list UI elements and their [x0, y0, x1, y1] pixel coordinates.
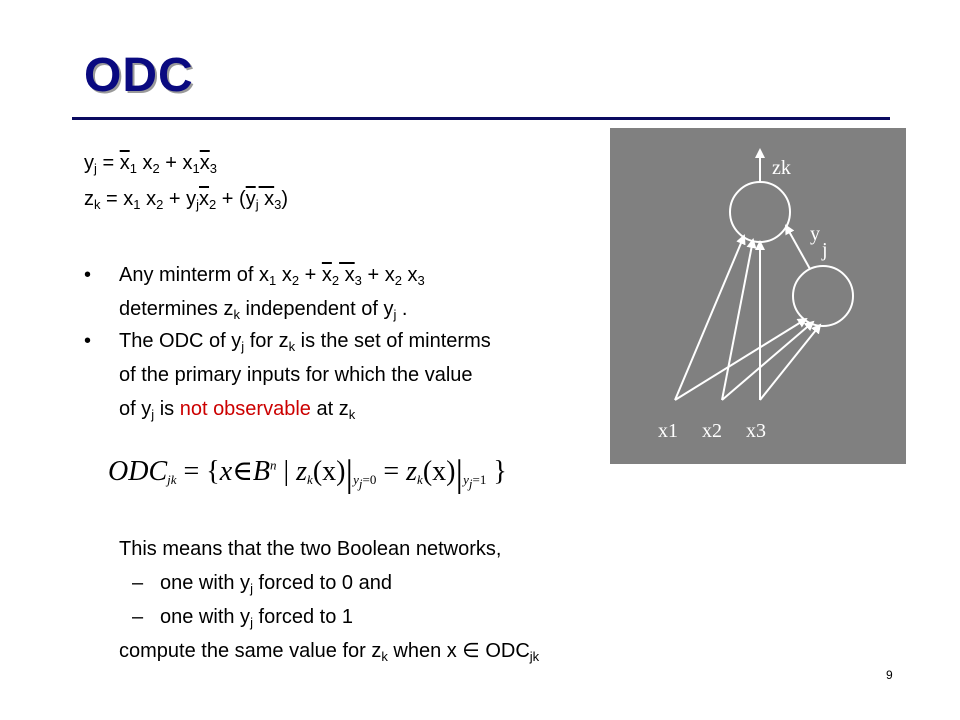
eq1-lhs-sub: j: [94, 161, 97, 176]
e2-as: j: [250, 615, 253, 630]
f-arg1: (x): [312, 456, 346, 487]
eq1-term2: x: [136, 152, 153, 174]
b1l1-e: x: [339, 264, 355, 286]
edge-yj-to-zk: [786, 226, 810, 269]
eq2-plus1: +: [163, 188, 187, 210]
eq1-term1-sub: 1: [129, 161, 137, 176]
eq2-close: ): [281, 188, 289, 210]
bullet2-line3: [119, 396, 355, 422]
edge-x3-to-yj: [760, 325, 820, 400]
f-zk1: z: [296, 456, 308, 487]
eq1-term3-sub: 1: [192, 161, 200, 176]
bullet1-line2: [119, 296, 407, 322]
eq2-term1: x: [123, 188, 134, 210]
b1l2-bs: j: [393, 307, 397, 322]
f-x: x: [219, 456, 233, 487]
b1l1-fs: 2: [394, 273, 402, 288]
b1l1-c: +: [299, 264, 322, 286]
f-odc: ODC: [108, 456, 168, 487]
f-b: B: [252, 456, 271, 487]
b1l2-as: k: [233, 307, 240, 322]
node-yj-circle: [793, 266, 853, 326]
equation-yj: [84, 150, 217, 176]
label-y: y: [810, 223, 820, 245]
edge-x1-to-zk: [675, 236, 744, 400]
eo-b: when x: [387, 640, 463, 662]
eq2-term1-sub: 1: [133, 197, 141, 212]
eq2-lhs: z: [84, 188, 94, 210]
eq2-term2-sub: 2: [156, 197, 164, 212]
explanation-item-2: [160, 604, 353, 630]
eq1-plus: +: [159, 152, 183, 174]
odc-formula: $ODC_{jk}$ = {$x\in B^n$ | $z_k(x)|_{y_j=0} = z_k(x)|_{y_j=1}$ }: [108, 453, 507, 495]
eq1-term2-sub: 2: [152, 161, 160, 176]
b2l1-b: for z: [244, 330, 289, 352]
b1l1-f: + x: [361, 264, 395, 286]
not-observable-highlight: not observable: [179, 398, 311, 420]
node-zk-circle: [730, 182, 790, 242]
f-cond2-sub: j: [468, 476, 473, 491]
b1l1-g: x: [401, 264, 418, 286]
f-zk2-sub: k: [417, 472, 423, 487]
bullet1-line1: [119, 262, 425, 288]
network-svg: [610, 128, 906, 464]
eq1-equals: =: [96, 152, 120, 174]
f-arg2: (x): [422, 456, 456, 487]
b2l2-a: of the primary inputs for which the value: [119, 364, 473, 386]
b1l1-b: x: [276, 264, 292, 286]
eq1-term3: x: [182, 152, 193, 174]
bullet2-line1: [119, 328, 491, 354]
f-cond2: y: [463, 472, 469, 487]
b2l3-c: at z: [310, 398, 349, 420]
f-cond1-val: =0: [362, 472, 377, 487]
dash-marker-1: –: [132, 572, 144, 594]
e2-b: forced to 1: [252, 606, 354, 628]
edge-x1-to-yj: [675, 319, 806, 400]
b1l1-ds: 2: [331, 273, 340, 288]
eq2-term4: $\overline{x}$: [199, 188, 210, 210]
label-x1: x1: [658, 420, 678, 442]
f-b-sup: n: [270, 457, 277, 473]
eq2-term3-sub: j: [196, 197, 200, 212]
b2l1-as: j: [241, 339, 245, 354]
f-cond1-sub: j: [358, 476, 363, 491]
explanation-item-1: [160, 570, 392, 596]
b2l1-a: The ODC of y: [119, 330, 242, 352]
b2l1-c: is the set of minterms: [295, 330, 491, 352]
b2l3-cs: k: [348, 407, 356, 422]
eq2-term5: $\overline{y}$: [245, 188, 256, 210]
eq2-term4-sub: 2: [209, 197, 217, 212]
eq1-term1: $\overline{x}$: [119, 152, 130, 174]
f-zk1-sub: k: [307, 472, 313, 487]
b1l1-gs: 3: [417, 273, 425, 288]
b2l1-bs: k: [288, 339, 296, 354]
boolean-network-diagram: [610, 128, 906, 464]
eq2-term3: y: [186, 188, 197, 210]
bullet-marker-2: •: [84, 330, 92, 352]
bullet2-line2: [119, 362, 473, 388]
f-open-brace: = {: [176, 456, 220, 487]
e2-a: one with y: [160, 606, 251, 628]
e1-a: one with y: [160, 572, 251, 594]
b2l3-b: is: [154, 398, 180, 420]
title-divider: [72, 117, 890, 120]
f-zk2: z: [406, 456, 418, 487]
eq1-term4: $\overline{x}$: [199, 152, 210, 174]
equation-zk: [84, 186, 288, 212]
eq1-lhs: y: [84, 152, 94, 174]
b1l1-es: 3: [354, 273, 362, 288]
b2l3-as: j: [151, 407, 155, 422]
slide-title: ODC: [84, 49, 194, 102]
b1l2-b: independent of y: [240, 298, 394, 320]
f-such-that: |: [276, 456, 297, 487]
page-number: 9: [886, 668, 893, 682]
label-zk: zk: [772, 157, 791, 179]
eq2-term5-sub: j: [255, 197, 259, 212]
eo-c: ODC: [479, 640, 530, 662]
eo-a: compute the same value for z: [119, 640, 382, 662]
f-element-of: ∈: [232, 456, 253, 487]
b1l2-c: .: [396, 298, 408, 320]
label-j: j: [822, 239, 828, 261]
eo-element-of: ∈: [462, 640, 480, 662]
edge-x2-to-zk: [722, 240, 753, 400]
e1-as: j: [250, 581, 253, 596]
f-equals: =: [376, 456, 407, 487]
f-close-brace: }: [486, 456, 507, 487]
eq2-plus2: + (: [216, 188, 246, 210]
eq2-term2: x: [140, 188, 157, 210]
explanation-intro: This means that the two Boolean networks,: [119, 538, 502, 560]
e1-b: forced to 0 and: [252, 572, 392, 594]
eq2-term6-sub: 3: [274, 197, 282, 212]
eq2-equals: =: [100, 188, 124, 210]
b1l1-bs: 2: [291, 273, 300, 288]
dash-marker-2: –: [132, 606, 144, 628]
bullet-marker-1: •: [84, 264, 92, 286]
eo-as: k: [381, 649, 388, 664]
b1l1-as: 1: [269, 273, 277, 288]
eo-cs: jk: [529, 649, 540, 664]
f-odc-sub: jk: [167, 472, 177, 487]
eq1-term4-sub: 3: [209, 161, 217, 176]
explanation-outro: [119, 638, 539, 664]
label-x3: x3: [746, 420, 766, 442]
b1l2-a: determines z: [119, 298, 234, 320]
eq2-term6: x: [258, 188, 275, 210]
eq2-lhs-sub: k: [94, 197, 101, 212]
f-cond1: y: [353, 472, 359, 487]
b2l3-a: of y: [119, 398, 152, 420]
label-x2: x2: [702, 420, 722, 442]
f-cond2-val: =1: [472, 472, 487, 487]
b1l1-a: Any minterm of x: [119, 264, 270, 286]
b1l1-d: $\overline{x}$: [321, 264, 332, 286]
